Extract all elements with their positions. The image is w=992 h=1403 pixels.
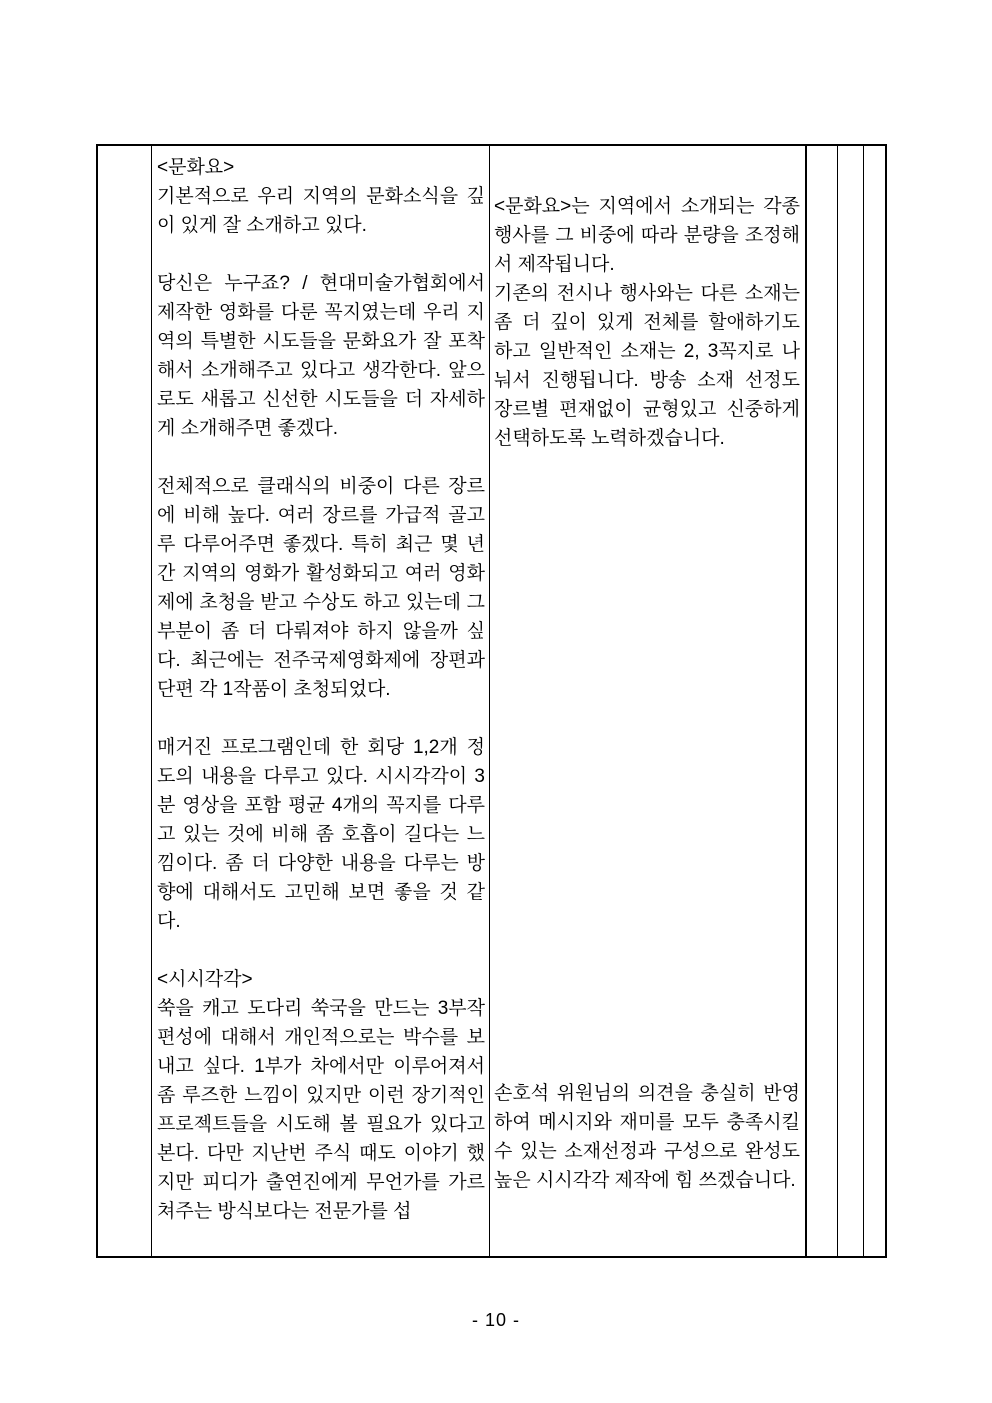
opinion-paragraph: 쑥을 캐고 도다리 쑥국을 만드는 3부작 편성에 대해서 개인적으로는 박수를 보내고 싶다. 1부가 차에서만 이루어져서 좀 루즈한 느낌이 있지만 이런 장기적인 프로젝트들을 시도해 볼 필요가 있다고 본다. 다만 지난번 주식 때도 이야기 했지만 피디가 출연진에게 무언가를 가르쳐주는 방식보다는 전문가를 섭 bbox=[157, 998, 485, 1222]
table-col-narrow-2 bbox=[838, 146, 864, 1256]
opinion-paragraph: 기본적으로 우리 지역의 문화소식을 깊이 있게 잘 소개하고 있다. bbox=[157, 186, 485, 236]
table-col-left-margin bbox=[98, 146, 152, 1256]
opinion-paragraph: 매거진 프로그램인데 한 회당 1,2개 정도의 내용을 다루고 있다. 시시각각이 3분 영상을 포함 평균 4개의 꼭지를 다루고 있는 것에 비해 좀 호흡이 길다는 느낌이다. 좀 더 다양한 내용을 다루는 방향에 대해서도 고민해 보면 좋을 것 같다. bbox=[157, 737, 485, 932]
opinion-cell bbox=[152, 146, 490, 1256]
response-block-munhwayo bbox=[494, 192, 800, 453]
review-table bbox=[96, 144, 887, 1258]
response-paragraph: <문화요>는 지역에서 소개되는 각종 행사를 그 비중에 따라 분량을 조정해서 제작됩니다. bbox=[494, 196, 800, 275]
opinion-section-heading-munhwayo: <문화요> bbox=[157, 157, 235, 178]
response-block-sisigakgak bbox=[494, 1079, 800, 1195]
response-paragraph: 손호석 위원님의 의견을 충실히 반영하여 메시지와 재미를 모두 충족시킬 수 있는 소재선정과 구성으로 완성도 높은 시시각각 제작에 힘 쓰겠습니다. bbox=[494, 1083, 800, 1191]
page-number: - 10 - bbox=[471, 1310, 520, 1330]
opinion-paragraph: 전체적으로 클래식의 비중이 다른 장르에 비해 높다. 여러 장르를 가급적 골고루 다루어주면 좋겠다. 특히 최근 몇 년간 지역의 영화가 활성화되고 여러 영화제에 초청을 받고 수상도 하고 있는데 그 부분이 좀 더 다뤄져야 하지 않을까 싶다. 최근에는 전주국제영화제에 장편과 단편 각 1작품이 초청되었다. bbox=[157, 476, 485, 700]
opinion-paragraph: 당신은 누구죠? / 현대미술가협회에서 제작한 영화를 다룬 꼭지였는데 우리 지역의 특별한 시도들을 문화요가 잘 포착해서 소개해주고 있다고 생각한다. 앞으로도 새롭고 신선한 시도들을 더 자세하게 소개해주면 좋겠다. bbox=[157, 273, 485, 439]
response-cell bbox=[490, 146, 807, 1256]
table-col-narrow-3 bbox=[864, 146, 885, 1256]
table-col-narrow-1 bbox=[807, 146, 838, 1256]
response-paragraph: 기존의 전시나 행사와는 다른 소재는 좀 더 깊이 있게 전체를 할애하기도 하고 일반적인 소재는 2, 3꼭지로 나눠서 진행됩니다. 방송 소재 선정도 장르별 편재없이 균형있고 신중하게 선택하도록 노력하겠습니다. bbox=[494, 283, 800, 449]
opinion-section-heading-sisigakgak: <시시각각> bbox=[157, 969, 253, 990]
